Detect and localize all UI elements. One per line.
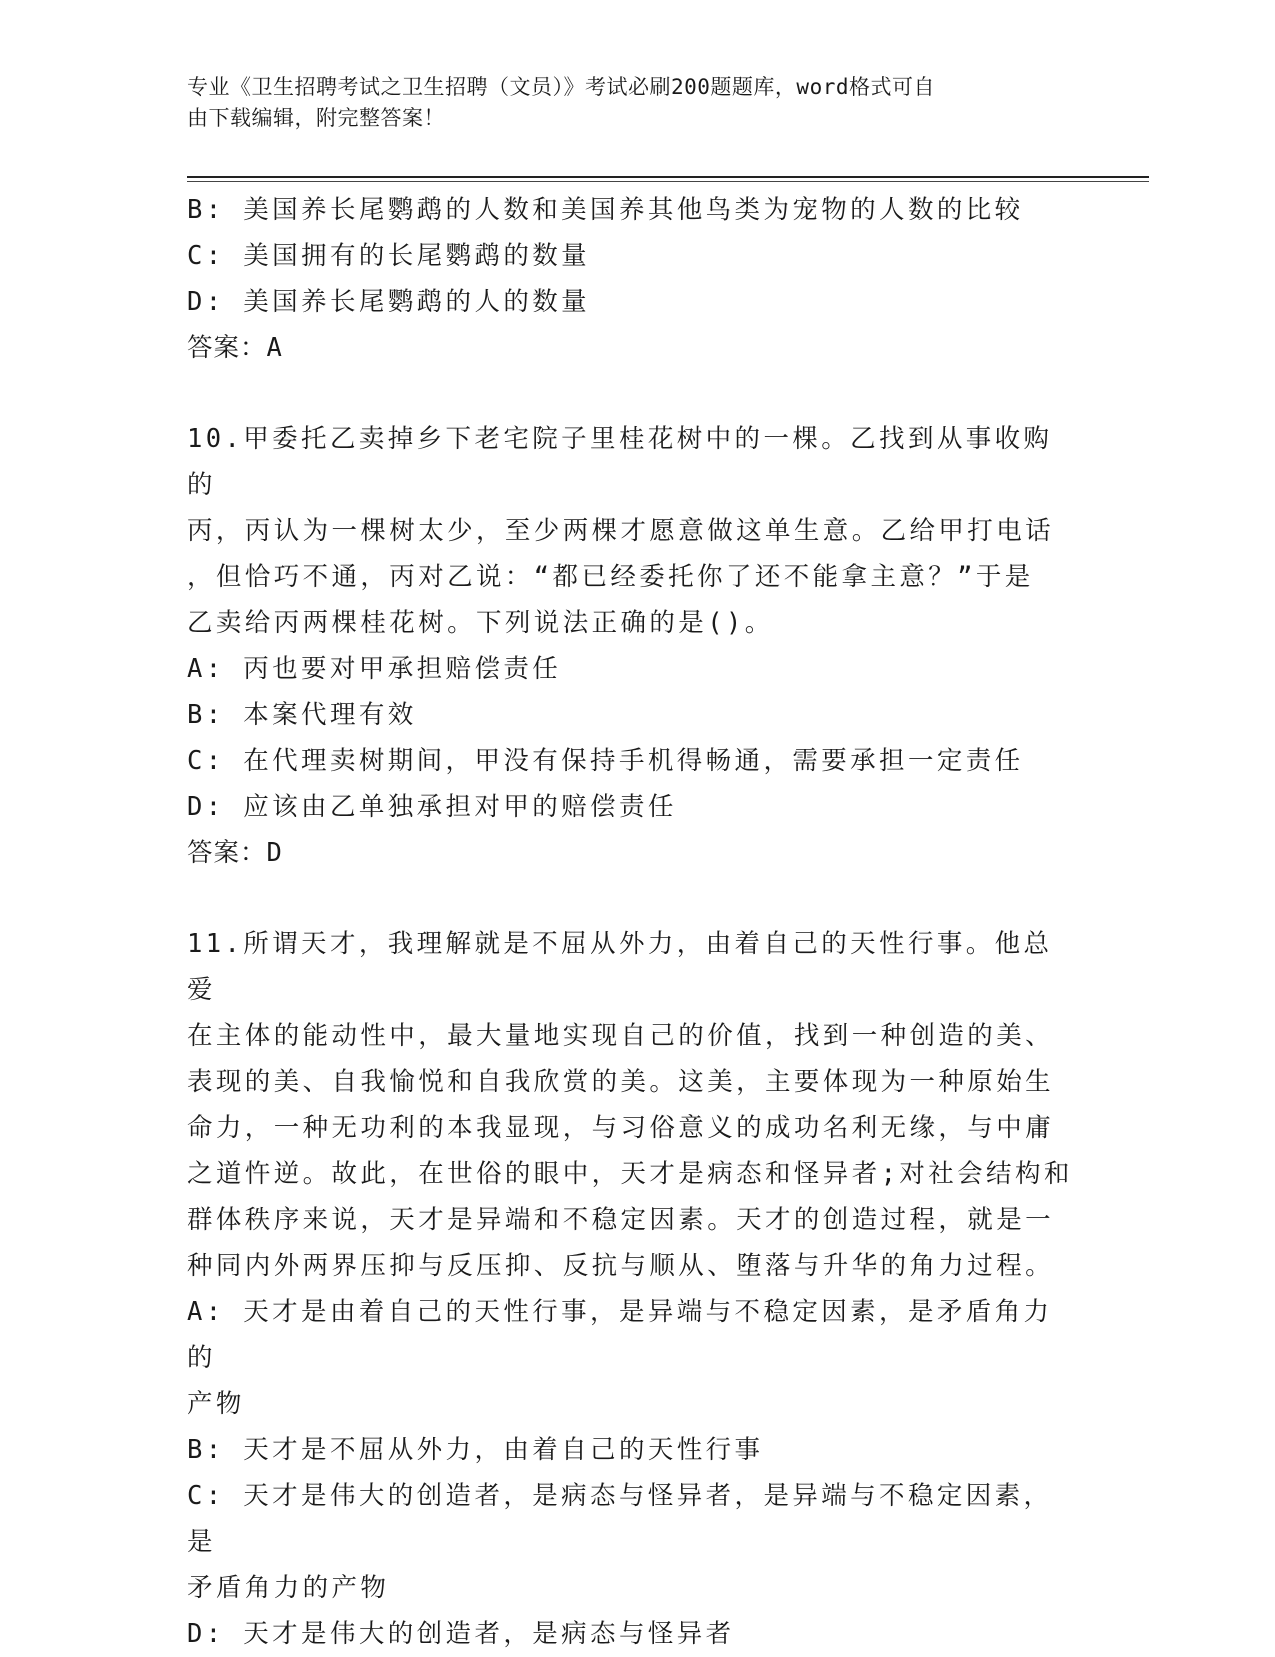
- q9-option-b: B: 美国养长尾鹦鹉的人数和美国养其他鸟类为宠物的人数的比较: [187, 195, 1024, 225]
- q11-option-d: D: 天才是伟大的创造者，是病态与怪异者: [187, 1619, 735, 1649]
- q11-option-a: A: 天才是由着自己的天性行事，是异端与不稳定因素，是矛盾角力的: [187, 1297, 1053, 1373]
- q11-option-b: B: 天才是不屈从外力，由着自己的天性行事: [187, 1435, 764, 1465]
- q10-option-a: A: 丙也要对甲承担赔偿责任: [187, 654, 562, 684]
- q11-option-a-continued: 产物: [187, 1389, 245, 1419]
- question-11: [187, 921, 1077, 1657]
- spacer: [187, 876, 1077, 921]
- header-divider-thin: [187, 181, 1149, 182]
- header-line-1: 专业《卫生招聘考试之卫生招聘（文员）》考试必刷200题题库，word格式可自: [187, 75, 935, 99]
- q10-option-b: B: 本案代理有效: [187, 700, 417, 730]
- q9-option-d: D: 美国养长尾鹦鹉的人的数量: [187, 287, 591, 317]
- question-9: [187, 187, 1077, 371]
- q11-stem-line: 之道忤逆。故此，在世俗的眼中，天才是病态和怪异者;对社会结构和: [187, 1159, 1073, 1189]
- q11-stem-line: 群体秩序来说，天才是异端和不稳定因素。天才的创造过程，就是一: [187, 1205, 1055, 1235]
- document-body: [187, 187, 1077, 1657]
- q11-stem-line: 种同内外两界压抑与反压抑、反抗与顺从、堕落与升华的角力过程。: [187, 1251, 1055, 1281]
- q10-option-c: C: 在代理卖树期间，甲没有保持手机得畅通，需要承担一定责任: [187, 746, 1024, 776]
- document-header: [187, 72, 1087, 134]
- q11-stem-line: 在主体的能动性中，最大量地实现自己的价值，找到一种创造的美、: [187, 1021, 1055, 1051]
- q11-option-c: C: 天才是伟大的创造者，是病态与怪异者，是异端与不稳定因素，是: [187, 1481, 1053, 1557]
- q9-answer: 答案：A: [187, 333, 283, 363]
- q11-stem-line: 11.所谓天才，我理解就是不屈从外力，由着自己的天性行事。他总爱: [187, 929, 1053, 1005]
- q10-stem-line: 10.甲委托乙卖掉乡下老宅院子里桂花树中的一棵。乙找到从事收购的: [187, 424, 1053, 500]
- q11-stem-line: 表现的美、自我愉悦和自我欣赏的美。这美，主要体现为一种原始生: [187, 1067, 1055, 1097]
- q10-stem-line: 乙卖给丙两棵桂花树。下列说法正确的是()。: [187, 608, 774, 638]
- q10-option-d: D: 应该由乙单独承担对甲的赔偿责任: [187, 792, 677, 822]
- spacer: [187, 371, 1077, 416]
- q9-option-c: C: 美国拥有的长尾鹦鹉的数量: [187, 241, 591, 271]
- q10-stem-line: ，但恰巧不通，丙对乙说：“都已经委托你了还不能拿主意？”于是: [187, 562, 1034, 592]
- q11-option-c-continued: 矛盾角力的产物: [187, 1573, 390, 1603]
- q10-stem-line: 丙，丙认为一棵树太少，至少两棵才愿意做这单生意。乙给甲打电话: [187, 516, 1055, 546]
- header-line-2: 由下载编辑，附完整答案！: [187, 106, 445, 130]
- header-divider-thick: [187, 176, 1149, 178]
- q11-stem-line: 命力，一种无功利的本我显现，与习俗意义的成功名利无缘，与中庸: [187, 1113, 1055, 1143]
- question-10: [187, 416, 1077, 876]
- q10-answer: 答案：D: [187, 838, 283, 868]
